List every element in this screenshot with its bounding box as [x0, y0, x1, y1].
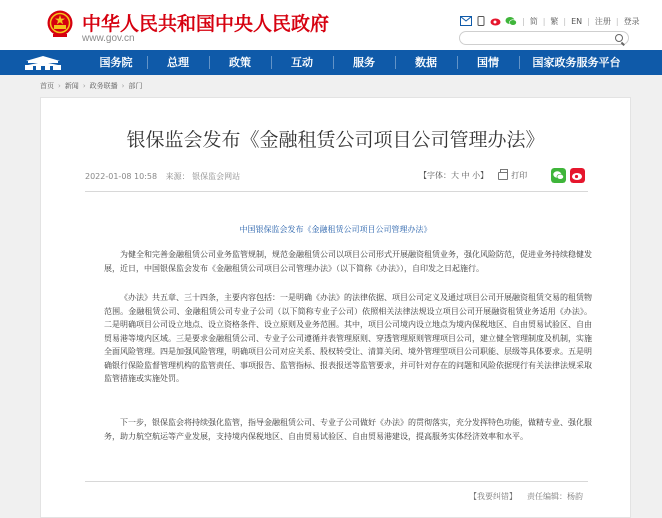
- article-paragraph-3: 下一步，银保监会将持续强化监管，指导金融租赁公司、专业子公司做好《办法》的贯彻落实，充分发挥特色功能，做精专业、强化服务，助力航空航运等产业发展，支持境内保税地区、自由贸易试验区、自由贸易港建设，提高服务实体经济效率和水平。: [104, 418, 592, 441]
- breadcrumb-chevron-icon: ›: [121, 82, 125, 90]
- link-login[interactable]: 登录: [623, 16, 640, 26]
- weibo-icon[interactable]: [490, 16, 502, 26]
- breadcrumb-chevron-icon: ›: [82, 82, 86, 90]
- article-meta: [85, 171, 246, 182]
- search-icon[interactable]: [615, 34, 623, 42]
- search-input[interactable]: [459, 31, 629, 45]
- nav-item-interaction[interactable]: 互动: [271, 50, 333, 75]
- link-simplified[interactable]: 简: [529, 16, 538, 26]
- top-links-divider: |: [615, 16, 619, 26]
- mobile-icon[interactable]: [475, 16, 487, 26]
- article-source: 来源： 银保监会网站: [165, 172, 241, 181]
- article-card: [40, 97, 631, 518]
- top-links-divider: |: [542, 16, 546, 26]
- nav-item-data[interactable]: 数据: [395, 50, 457, 75]
- nav-item-services[interactable]: 服务: [333, 50, 395, 75]
- article-paragraph-1: 为健全和完善金融租赁公司业务监管规制，规范金融租赁公司以项目公司形式开展融资租赁业务，强化风险防范，促进业务持续稳健发展，近日，中国银保监会发布《金融租赁公司项目公司管理办法》（以下简称《办法》），自印发之日起施行。: [104, 250, 592, 273]
- wechat-icon[interactable]: [505, 16, 517, 26]
- national-emblem-icon[interactable]: [47, 10, 73, 38]
- print-label: 打印: [511, 171, 528, 180]
- font-size-control[interactable]: 【字体：大 中 小】: [419, 171, 489, 180]
- print-button[interactable]: [498, 170, 527, 181]
- mail-icon[interactable]: [460, 16, 472, 26]
- top-links: [460, 14, 640, 28]
- nav-item-policy[interactable]: 政策: [209, 50, 271, 75]
- tiananmen-icon: [22, 55, 64, 71]
- report-error-link[interactable]: 【我要纠错】: [469, 492, 517, 501]
- weibo-share-icon[interactable]: [570, 168, 585, 183]
- link-english[interactable]: EN: [571, 16, 583, 26]
- nav-item-state-council[interactable]: 国务院: [99, 56, 133, 69]
- breadcrumb-departments[interactable]: 部门: [128, 82, 143, 90]
- breadcrumb-news[interactable]: 新闻: [64, 82, 79, 90]
- site-title[interactable]: 中华人民共和国中央人民政府: [82, 13, 330, 35]
- nav-home-button[interactable]: [0, 50, 85, 75]
- meta-divider: [85, 191, 588, 192]
- top-links-divider: |: [587, 16, 590, 26]
- main-nav: [0, 50, 662, 75]
- nav-item-national-info[interactable]: 国情: [457, 50, 519, 75]
- article-tools: [419, 168, 585, 183]
- article-paragraph-2: 《办法》共五章、三十四条，主要内容包括：一是明确《办法》的法律依据、项目公司定义及通过项目公司开展融资租赁交易的租赁物范围。金融租赁公司、金融租赁公司专业子公司（以下简称专业子公司）依照相关法律法规设立项目公司开展融资租赁业务适用《办法》。二是明确项目公司设立地点、设立资格条件、设立原则及业务范围。其中，项目公司境内设立地点为境内保税地区、自由贸易试验区、自由贸易港等境内区域。三是要求金融租赁公司、专业子公司遵循并表管理原则、穿透管理原则管理项目公司，建立健全管理制度及机制，实施全面风险管理。四是加强风险管理，明确项目公司对应关系、股权转受让、清算关闭、境外管理型项目公司职能、层级等具体要求。五是明确银行保险监督管理机构的监管责任、事项报告、监管指标、报表报送等监管要求，并可针对存在的问题和风险依据现行有关法律法规采取监管措施或实施处罚。: [104, 293, 592, 383]
- site-url[interactable]: www.gov.cn: [82, 33, 135, 44]
- article-editor: 责任编辑：杨韵: [527, 492, 583, 501]
- site-header: [0, 0, 662, 50]
- footer-divider: [85, 481, 588, 482]
- wechat-share-icon[interactable]: [551, 168, 566, 183]
- printer-icon: [498, 172, 508, 180]
- top-links-divider: |: [563, 16, 567, 26]
- breadcrumb-chevron-icon: ›: [58, 82, 61, 90]
- nav-item-service-platform[interactable]: 国家政务服务平台: [519, 50, 634, 75]
- link-register[interactable]: 注册: [594, 16, 611, 26]
- article-date: 2022-01-08 10:58: [85, 172, 158, 181]
- share-buttons: [551, 168, 585, 183]
- breadcrumb-gov-broadcast[interactable]: 政务联播: [89, 82, 118, 90]
- breadcrumb: [40, 81, 142, 91]
- breadcrumb-home[interactable]: 首页: [40, 82, 54, 90]
- nav-item-premier[interactable]: 总理: [147, 50, 209, 75]
- article-subheading: 中国银保监会发布《金融租赁公司项目公司管理办法》: [239, 225, 432, 234]
- article-title: 银保监会发布《金融租赁公司项目公司管理办法》: [126, 129, 545, 151]
- top-links-divider: |: [522, 16, 525, 26]
- link-traditional[interactable]: 繁: [550, 16, 559, 26]
